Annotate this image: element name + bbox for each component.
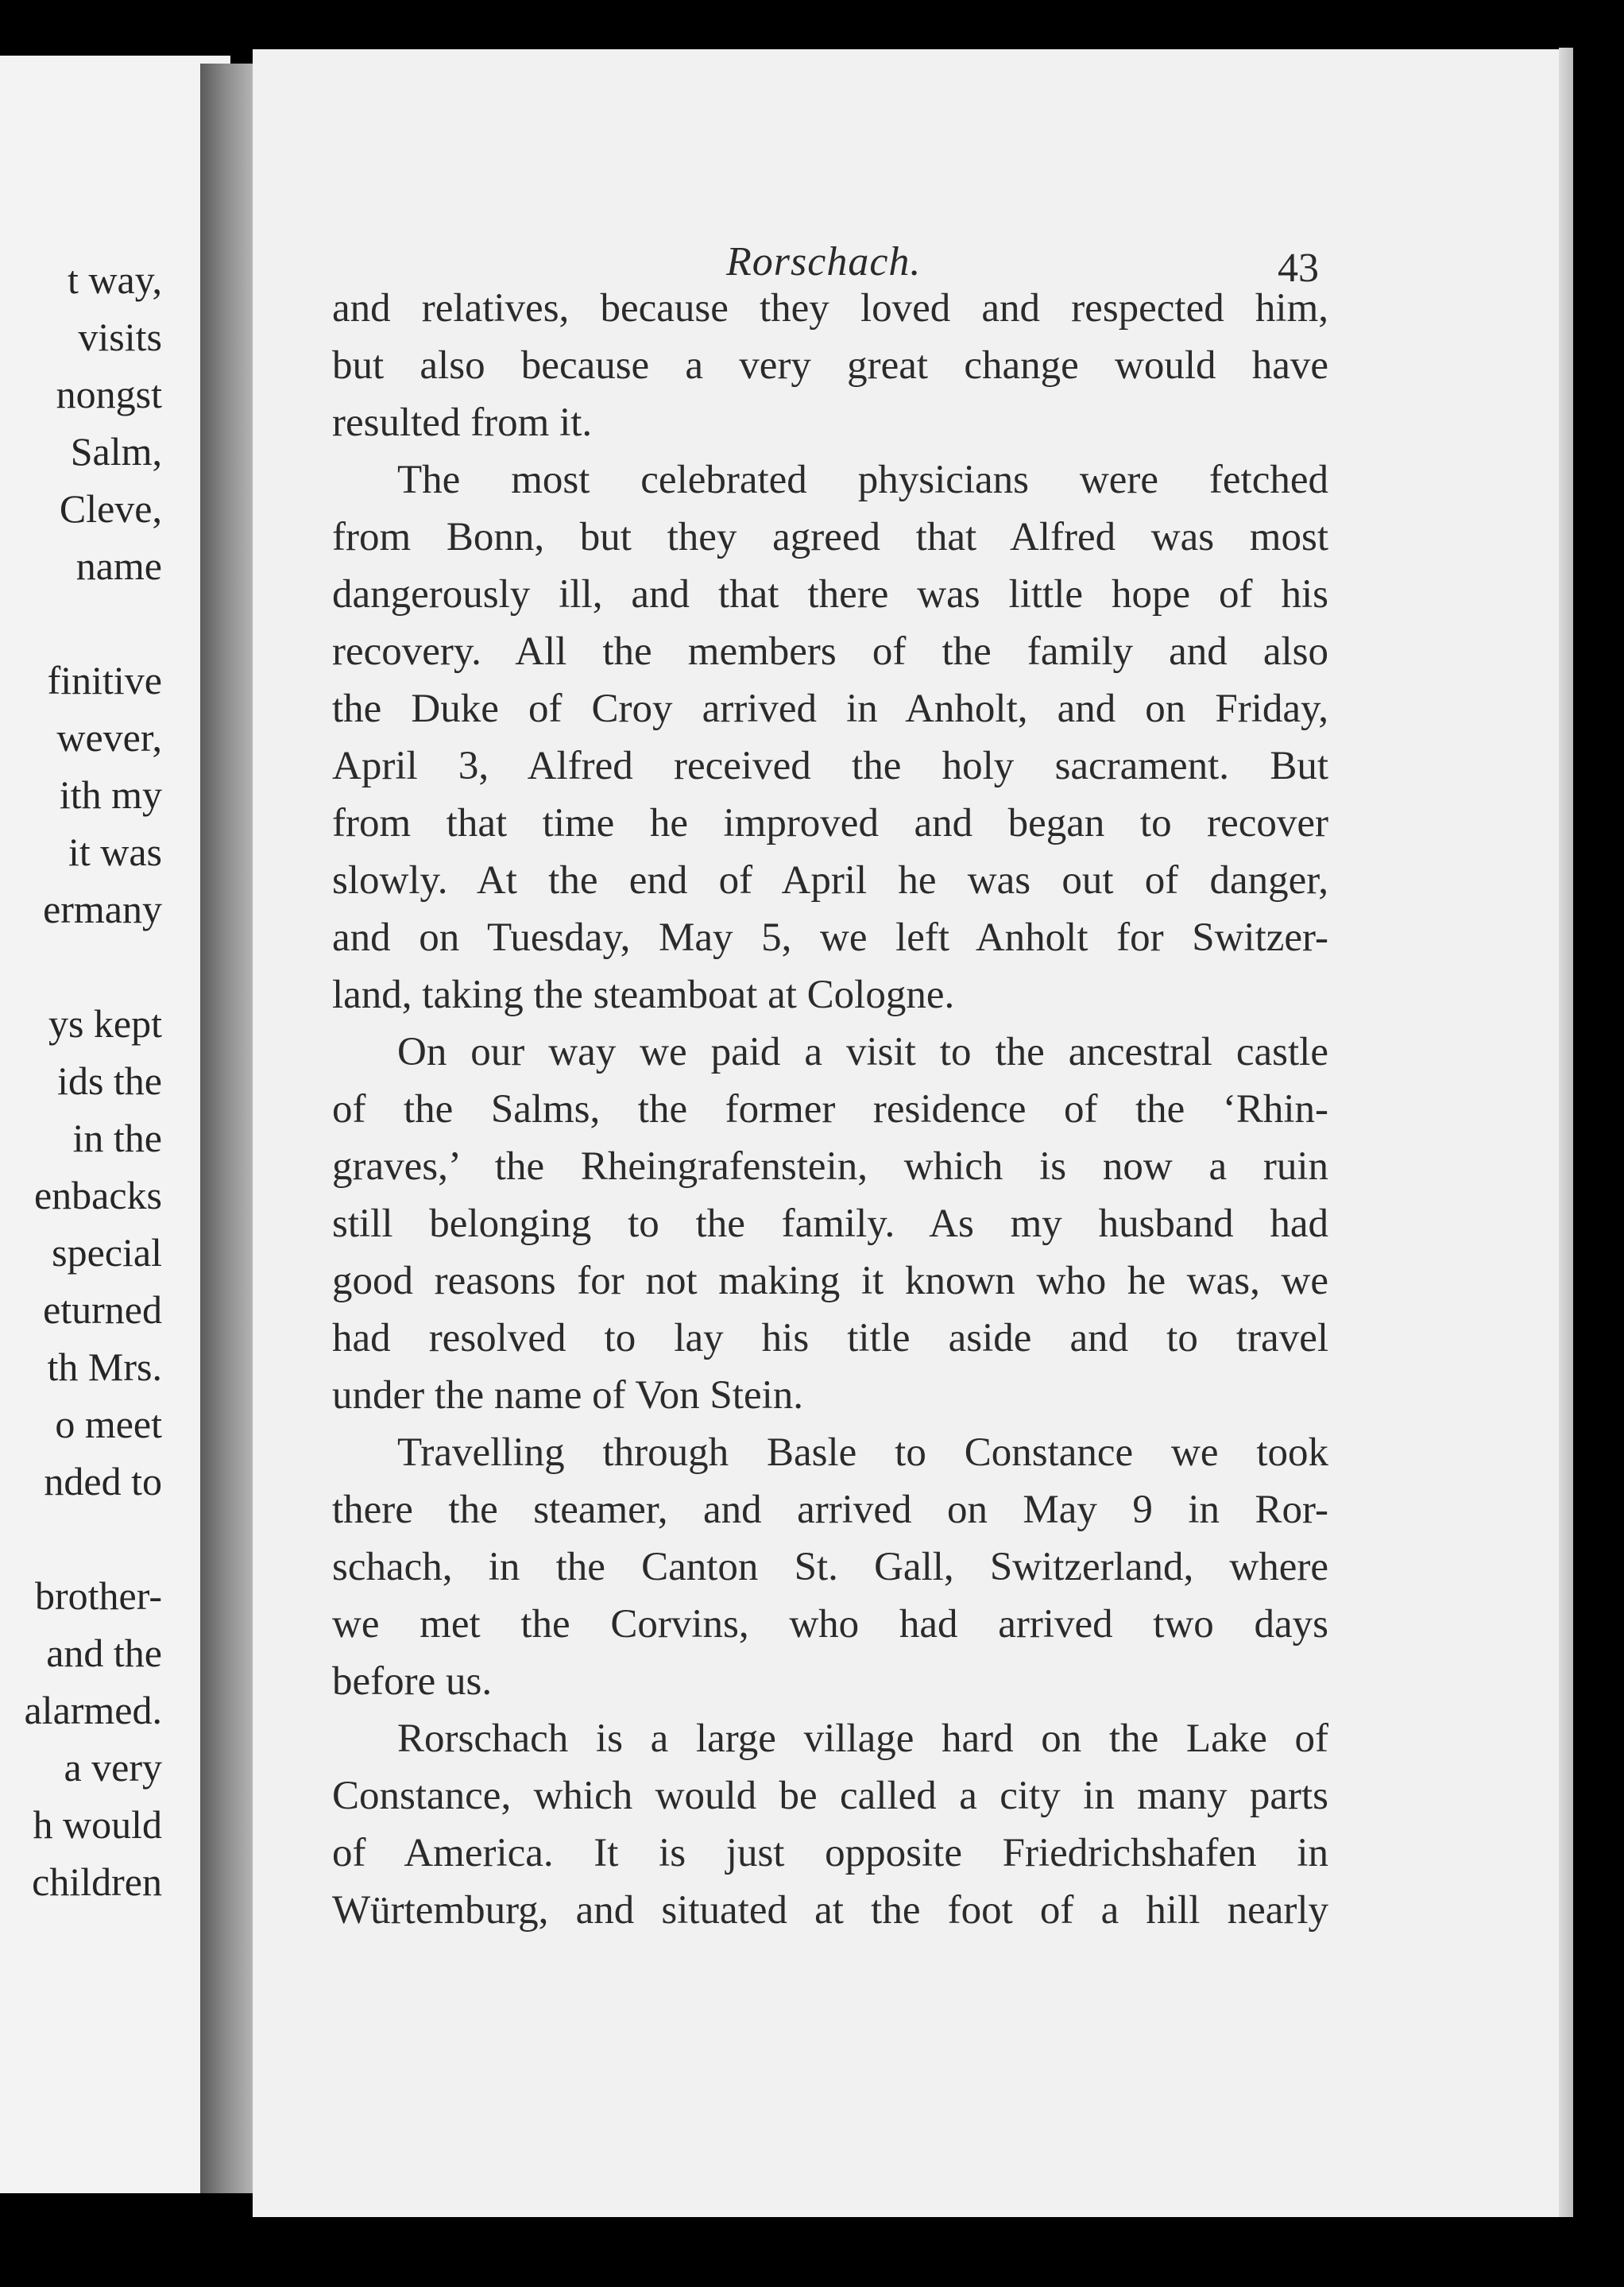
text-line: Rorschach is a large village hard on the Lake of — [397, 1716, 1328, 1761]
text-line: in the — [72, 1116, 162, 1160]
text-line: of America. It is just opposite Friedrichshafen in — [332, 1831, 1328, 1875]
page-edge — [1559, 48, 1573, 2217]
text-line: name — [75, 544, 162, 588]
text-line: schach, in the Canton St. Gall, Switzerland, where — [332, 1545, 1328, 1589]
text-line: recovery. All the members of the family and also — [332, 629, 1328, 674]
text-line: April 3, Alfred received the holy sacrament. But — [332, 744, 1328, 788]
text-line: ys kept — [48, 1001, 162, 1046]
text-line: visits — [78, 315, 162, 359]
text-line: and relatives, because they loved and respected him, — [332, 286, 1328, 331]
text-line: Salm, — [70, 429, 162, 474]
text-line: h would — [33, 1802, 162, 1847]
text-line: eturned — [43, 1287, 162, 1332]
text-line: land, taking the steamboat at Cologne. — [332, 973, 955, 1017]
left-page-text — [24, 251, 162, 1910]
blank-line — [24, 938, 162, 995]
text-line: ids the — [57, 1058, 162, 1103]
text-line: wever, — [56, 715, 162, 760]
text-line: Travelling through Basle to Constance we took — [397, 1430, 1328, 1475]
text-line: under the name of Von Stein. — [332, 1373, 804, 1418]
text-line: good reasons for not making it known who he was, we — [332, 1259, 1328, 1303]
left-page — [0, 56, 230, 2193]
text-line: a very — [64, 1745, 162, 1790]
text-line: ith my — [59, 772, 162, 817]
body-text — [332, 280, 1328, 1939]
text-line: On our way we paid a visit to the ancestral castle — [397, 1030, 1328, 1074]
text-line: had resolved to lay his title aside and to travel — [332, 1316, 1328, 1360]
text-line: but also because a very great change would have — [332, 343, 1328, 388]
text-line: it was — [68, 830, 162, 874]
text-line: we met the Corvins, who had arrived two days — [332, 1602, 1328, 1647]
page-number: 43 — [1278, 246, 1319, 291]
text-line: special — [52, 1230, 162, 1275]
text-line: still belonging to the family. As my husband had — [332, 1202, 1328, 1246]
running-head — [253, 191, 1573, 291]
text-line: from that time he improved and began to recover — [332, 801, 1328, 846]
text-line: the Duke of Croy arrived in Anholt, and on Friday, — [332, 687, 1328, 731]
blank-line — [24, 594, 162, 652]
text-line: nded to — [44, 1459, 162, 1503]
text-line: t way, — [68, 257, 162, 302]
text-line: and the — [46, 1631, 162, 1675]
text-line: brother- — [34, 1573, 162, 1618]
text-line: graves,’ the Rheingrafenstein, which is now a ruin — [332, 1144, 1328, 1189]
text-line: The most celebrated physicians were fetched — [397, 458, 1328, 502]
text-line: of the Salms, the former residence of the ‘Rhin- — [332, 1087, 1328, 1132]
text-line: th Mrs. — [47, 1345, 162, 1389]
blank-line — [24, 1510, 162, 1567]
text-line: resulted from it. — [332, 401, 593, 445]
text-line: Würtemburg, and situated at the foot of a hill nearly — [332, 1888, 1328, 1933]
text-line: o meet — [55, 1402, 162, 1446]
running-title: Rorschach. — [726, 239, 922, 284]
text-line: ermany — [43, 887, 162, 931]
text-line: finitive — [47, 658, 162, 702]
text-line: from Bonn, but they agreed that Alfred was most — [332, 515, 1328, 559]
text-line: and on Tuesday, May 5, we left Anholt for Switzer- — [332, 915, 1328, 960]
text-line: slowly. At the end of April he was out of danger, — [332, 858, 1328, 903]
text-line: Constance, which would be called a city in many parts — [332, 1774, 1328, 1818]
text-line: nongst — [56, 372, 162, 416]
text-line: dangerously ill, and that there was little hope of his — [332, 572, 1328, 617]
text-line: there the steamer, and arrived on May 9 in Ror- — [332, 1488, 1328, 1532]
text-line: before us. — [332, 1659, 493, 1704]
text-line: enbacks — [33, 1173, 162, 1217]
text-line: Cleve, — [59, 486, 162, 531]
right-page — [253, 49, 1573, 2217]
text-line: alarmed. — [24, 1688, 162, 1732]
text-line: children — [32, 1859, 162, 1904]
